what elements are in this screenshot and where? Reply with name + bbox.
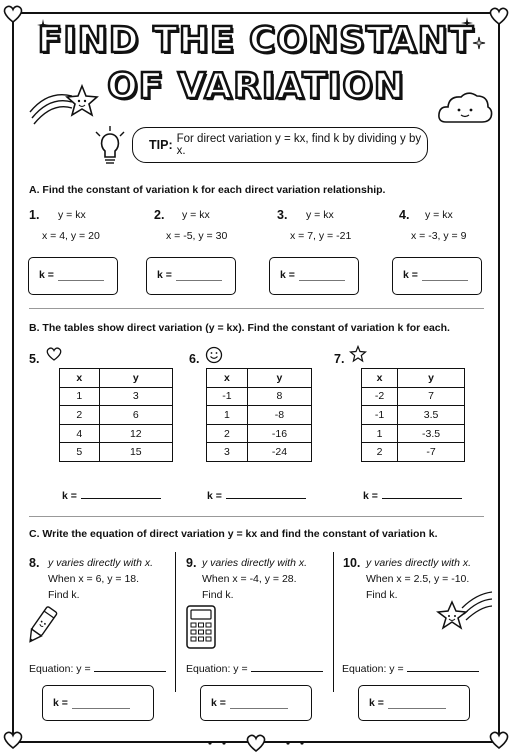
problem-10-line2: When x = 2.5, y = -10. [366,573,470,585]
k-label: k = [363,490,378,502]
section-b-heading: B. The tables show direct variation (y = kx). Find the constant of variation k for each. [29,322,450,334]
problem-10-equation-line[interactable] [342,661,479,675]
table-cell: -16 [247,424,311,443]
problem-8-number: 8. [29,556,40,570]
table-7 [361,368,465,462]
table-row [207,406,312,425]
table-row [60,387,173,406]
table-cell: 3.5 [398,406,465,425]
problem-3-answer-box[interactable] [269,257,359,295]
problem-8-line3: Find k. [48,589,80,601]
k-label: k = [157,269,172,281]
shooting-star-icon [436,588,496,632]
problem-10-line1: y varies directly with x. [366,557,472,569]
table-5 [59,368,173,462]
table-cell: 2 [207,424,248,443]
corner-heart-icon [2,730,24,750]
problem-3-number: 3. [277,208,288,222]
table-cell: -24 [247,443,311,462]
problem-2-answer-box[interactable] [146,257,236,295]
section-c-heading: C. Write the equation of direct variation y = kx and find the constant of variation k. [29,528,438,540]
problem-4-values: x = -3, y = 9 [411,230,467,242]
problem-5-answer-line[interactable] [62,488,161,502]
table-cell: 1 [60,387,100,406]
table-row [60,424,173,443]
problem-5-number: 5. [29,352,40,366]
section-a-heading: A. Find the constant of variation k for each direct variation relationship. [29,184,386,196]
table-row [362,406,465,425]
table-cell: -3.5 [398,424,465,443]
problem-1-answer-box[interactable] [28,257,118,295]
problem-3-values: x = 7, y = -21 [290,230,352,242]
page-title-line1: FIND THE CONSTANT [37,20,475,61]
equation-label: Equation: y = [29,663,91,675]
problem-10-line3: Find k. [366,589,398,601]
problem-8-equation-line[interactable] [29,661,166,675]
problem-8-line1: y varies directly with x. [48,557,154,569]
cloud-icon [436,88,494,128]
problem-7-number: 7. [334,352,345,366]
problem-1-number: 1. [29,208,40,222]
table-row [207,387,312,406]
problem-1-equation: y = kx [58,209,86,221]
problem-8-answer-box[interactable] [42,685,154,721]
problem-9-number: 9. [186,556,197,570]
column-divider [175,552,176,692]
page-title-line2: OF VARIATION [107,66,405,107]
problem-4-number: 4. [399,208,410,222]
smiley-icon [205,346,223,364]
table-header: x [207,369,248,388]
tip-text: For direct variation y = kx, find k by dividing y by x. [176,133,422,157]
table-cell: -7 [398,443,465,462]
table-header: y [398,369,465,388]
problem-9-line2: When x = -4, y = 28. [202,573,297,585]
section-divider [29,516,484,517]
table-cell: 8 [247,387,311,406]
problem-2-number: 2. [154,208,165,222]
table-cell: -1 [207,387,248,406]
problem-1-values: x = 4, y = 20 [42,230,100,242]
table-cell: 1 [207,406,248,425]
table-header: y [247,369,311,388]
problem-4-answer-box[interactable] [392,257,482,295]
table-cell: 4 [60,424,100,443]
table-cell: 2 [362,443,398,462]
table-row [362,443,465,462]
k-label: k = [53,697,68,709]
dots-decoration [200,739,312,747]
problem-3-equation: y = kx [306,209,334,221]
table-cell: 2 [60,406,100,425]
table-cell: 5 [60,443,100,462]
problem-10-answer-box[interactable] [358,685,470,721]
table-row [60,443,173,462]
table-cell: -1 [362,406,398,425]
tip-label: TIP: [149,138,173,152]
problem-2-equation: y = kx [182,209,210,221]
problem-7-answer-line[interactable] [363,488,462,502]
problem-6-number: 6. [189,352,200,366]
k-label: k = [369,697,384,709]
corner-heart-icon [488,730,510,750]
problem-9-answer-box[interactable] [200,685,312,721]
star-icon [349,345,367,363]
table-cell: -2 [362,387,398,406]
lightbulb-icon [92,124,128,168]
table-cell: 3 [207,443,248,462]
table-header: x [362,369,398,388]
table-row [207,443,312,462]
k-label: k = [207,490,222,502]
table-6 [206,368,312,462]
table-cell: 12 [99,424,172,443]
problem-9-line1: y varies directly with x. [202,557,308,569]
table-cell: 7 [398,387,465,406]
table-row [207,424,312,443]
table-cell: -8 [247,406,311,425]
section-divider [29,308,484,309]
k-label: k = [280,269,295,281]
k-label: k = [62,490,77,502]
table-cell: 1 [362,424,398,443]
table-row [362,424,465,443]
equation-label: Equation: y = [342,663,404,675]
problem-8-line2: When x = 6, y = 18. [48,573,140,585]
k-label: k = [403,269,418,281]
column-divider [333,552,334,692]
table-cell: 3 [99,387,172,406]
table-row [362,387,465,406]
table-cell: 6 [99,406,172,425]
problem-2-values: x = -5, y = 30 [166,230,228,242]
k-label: k = [39,269,54,281]
heart-icon [45,346,63,362]
k-label: k = [211,697,226,709]
calculator-icon [184,604,218,650]
equation-label: Equation: y = [186,663,248,675]
problem-9-equation-line[interactable] [186,661,323,675]
table-header: y [99,369,172,388]
tip-box [132,127,428,163]
problem-9-line3: Find k. [202,589,234,601]
table-header: x [60,369,100,388]
problem-10-number: 10. [343,556,361,570]
shooting-star-icon [28,82,100,126]
pencil-icon [24,604,58,648]
problem-4-equation: y = kx [425,209,453,221]
problem-6-answer-line[interactable] [207,488,306,502]
table-cell: 15 [99,443,172,462]
table-row [60,406,173,425]
